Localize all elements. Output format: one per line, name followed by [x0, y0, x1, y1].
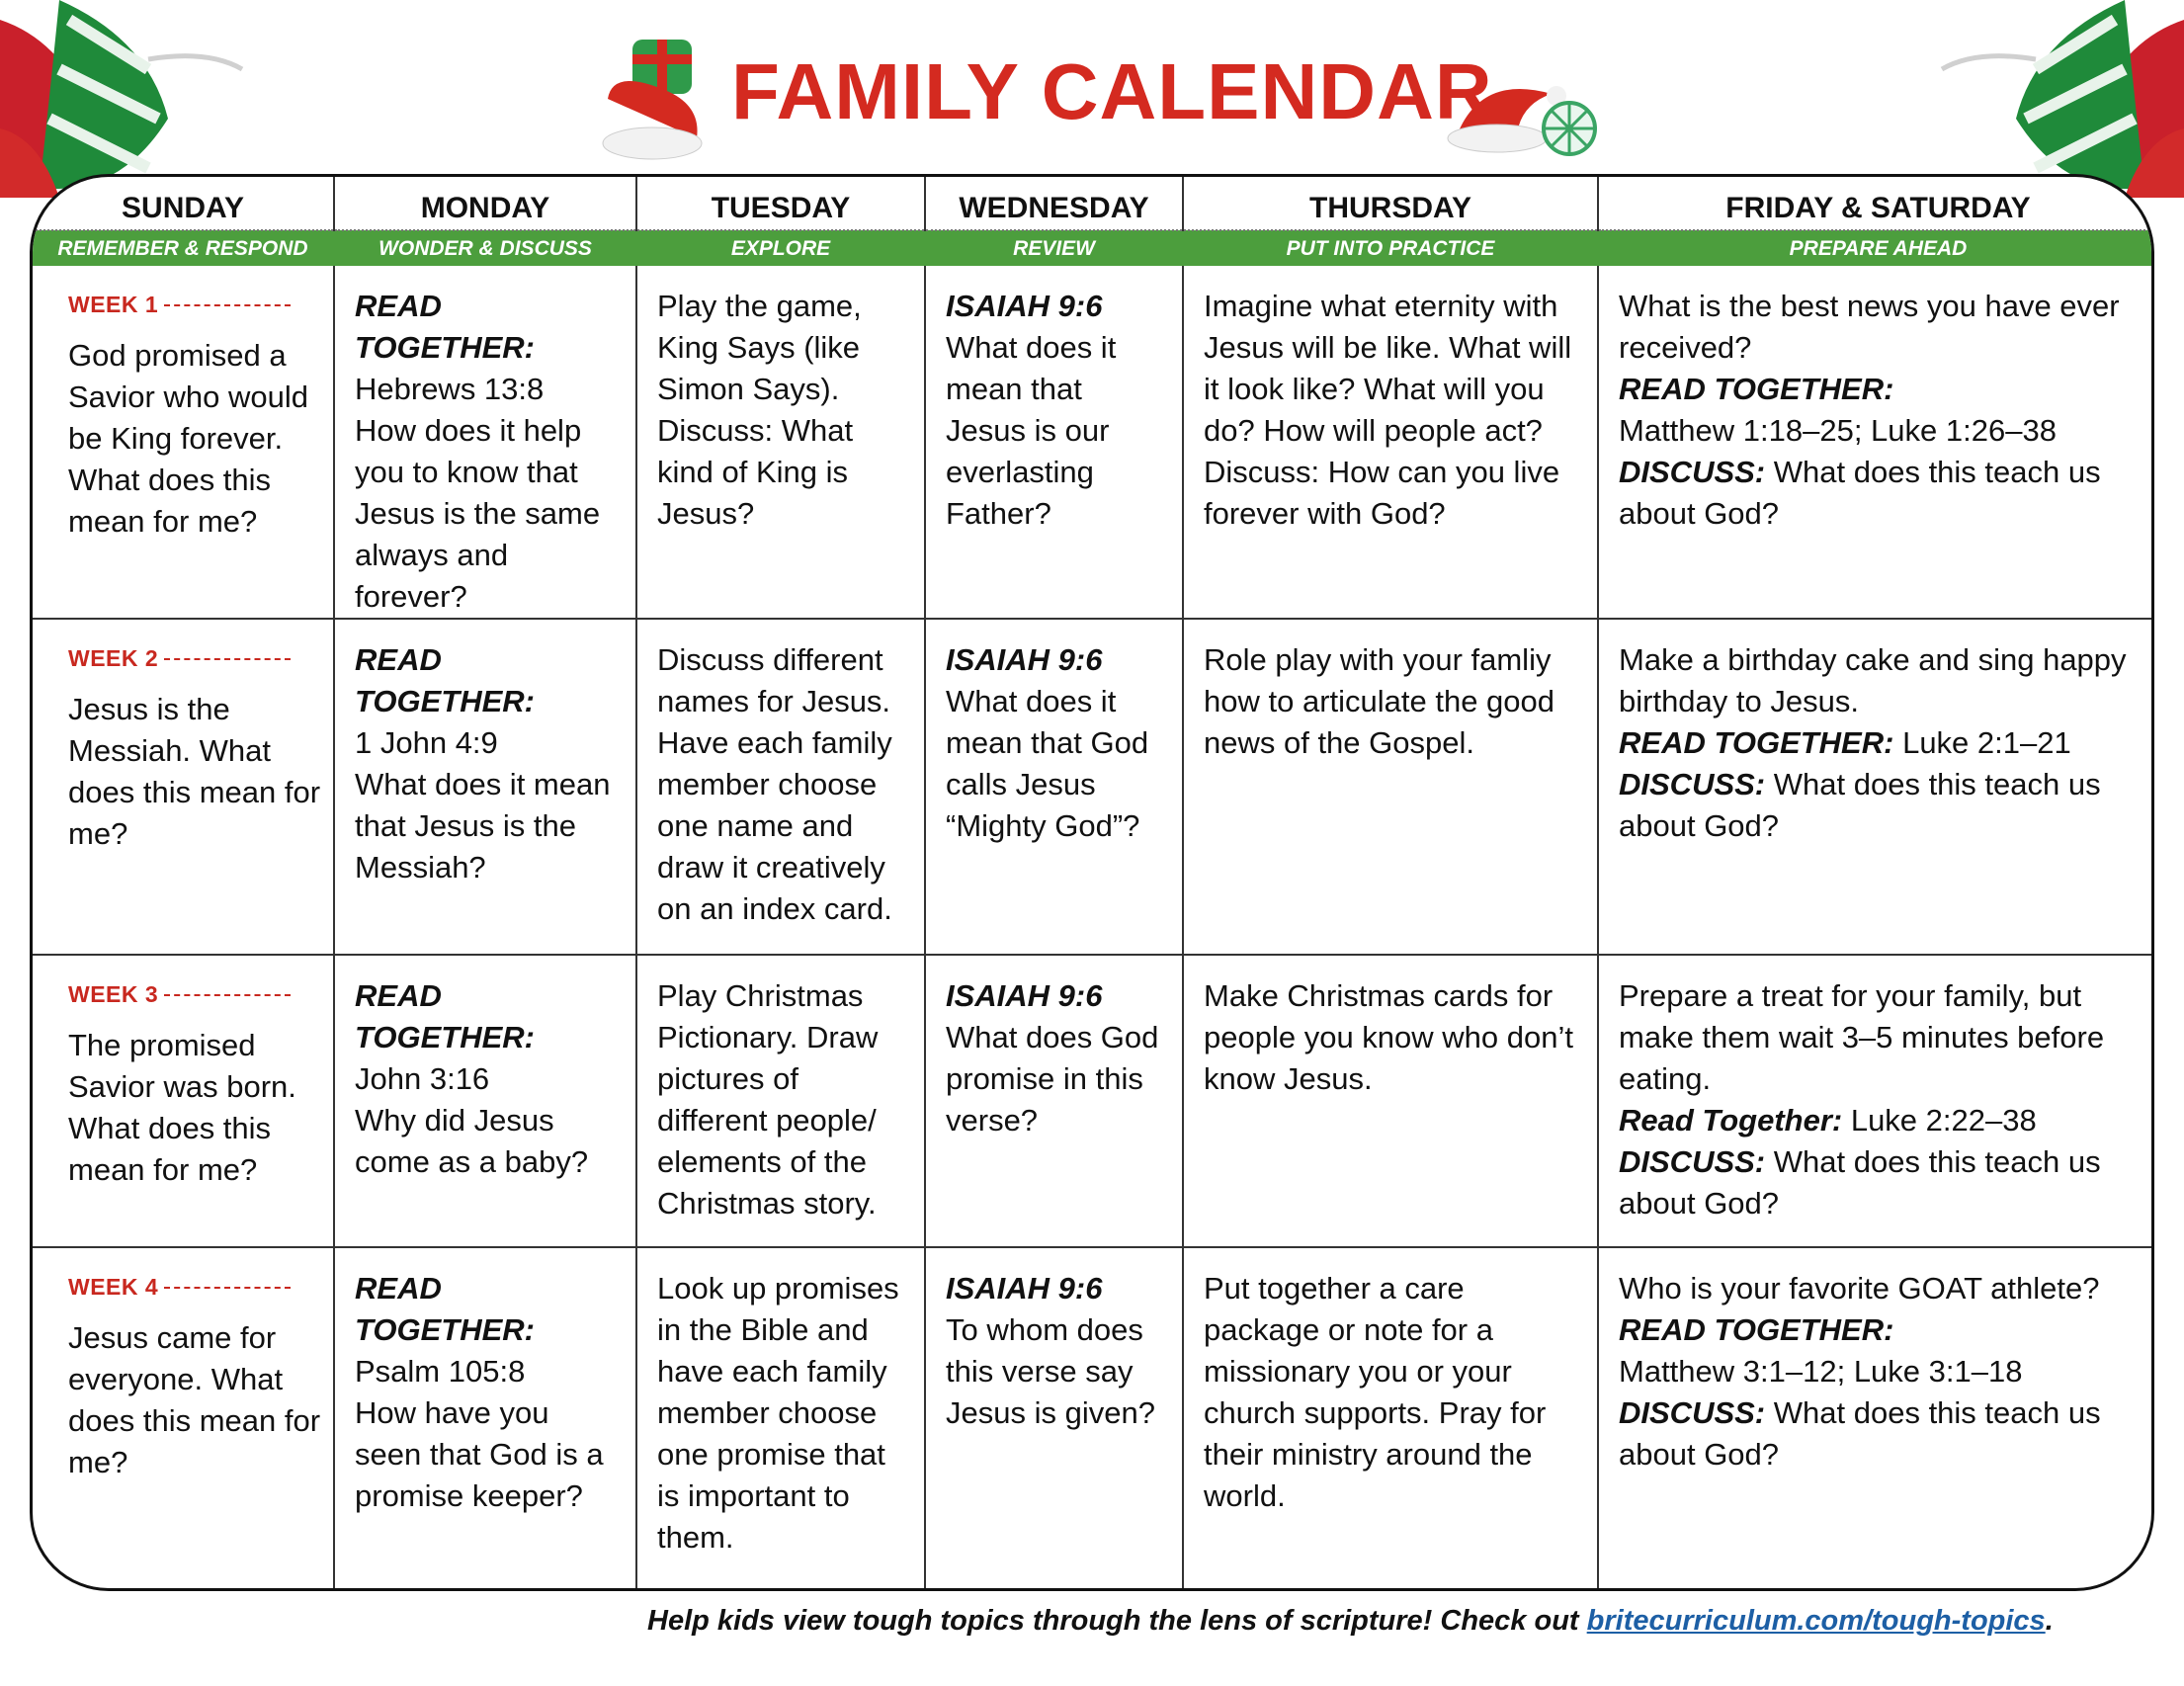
theme-monday: WONDER & DISCUSS	[334, 230, 636, 266]
week-label-dash	[164, 1287, 291, 1289]
tuesday-cell	[636, 1247, 925, 1588]
wednesday-cell	[925, 266, 1183, 619]
scripture-reference: Psalm 105:8	[355, 1354, 526, 1389]
read-together-label: READ TOGETHER:	[1619, 372, 1894, 406]
week-label: WEEK 3	[68, 981, 159, 1007]
wednesday-cell	[925, 955, 1183, 1247]
discuss-question: What does this teach us about God?	[1619, 455, 2101, 531]
week-label-dash	[164, 658, 291, 660]
read-together-label: READ TOGETHER:	[1619, 1312, 1894, 1347]
wednesday-question: What does it mean that Jesus is our everlasting Father?	[946, 330, 1117, 531]
scripture-reference: Matthew 3:1–12; Luke 3:1–18	[1619, 1354, 2023, 1389]
discuss-question: What does this teach us about God?	[1619, 1144, 2101, 1221]
monday-cell	[334, 955, 636, 1247]
discuss-label: DISCUSS:	[1619, 1144, 1766, 1179]
verse-label: ISAIAH 9:6	[946, 978, 1103, 1013]
santa-hat-gift-icon	[593, 30, 721, 168]
discuss-question: What does this teach us about God?	[1619, 1395, 2101, 1472]
week-label: WEEK 2	[68, 645, 159, 671]
friday-saturday-cell	[1598, 955, 2154, 1247]
family-calendar	[30, 174, 2154, 1591]
thursday-activity: Make Christmas cards for people you know who don’t know Jesus.	[1204, 978, 1573, 1096]
footer-text: Help kids view tough topics through the lens of scripture! Check out	[647, 1605, 1587, 1637]
monday-question: Why did Jesus come as a baby?	[355, 1103, 589, 1179]
scripture-reference: Hebrews 13:8	[355, 372, 545, 406]
wednesday-question: What does it mean that God calls Jesus “Mighty God”?	[946, 684, 1149, 843]
scripture-reference: Luke 2:22–38	[1850, 1103, 2037, 1138]
week-label: WEEK 4	[68, 1274, 159, 1300]
wednesday-question: To whom does this verse say Jesus is given?	[946, 1312, 1155, 1430]
week-row-2	[33, 619, 2154, 955]
sunday-cell	[33, 619, 334, 955]
theme-tuesday: EXPLORE	[636, 230, 925, 266]
week-label-dash	[164, 994, 291, 996]
thursday-cell	[1183, 619, 1598, 955]
week-row-1	[33, 266, 2154, 619]
theme-thursday: PUT INTO PRACTICE	[1183, 230, 1598, 266]
thursday-activity: Role play with your famliy how to articulate the good news of the Gospel.	[1204, 642, 1555, 760]
read-together-label: READ TOGETHER:	[1619, 725, 1894, 760]
monday-question: How have you seen that God is a promise keeper?	[355, 1395, 604, 1513]
scripture-reference: 1 John 4:9	[355, 725, 498, 760]
page-title: FAMILY CALENDAR	[731, 47, 1493, 135]
discuss-label: DISCUSS:	[1619, 767, 1766, 801]
sunday-cell	[33, 955, 334, 1247]
week-row-4	[33, 1247, 2154, 1588]
scripture-reference: John 3:16	[355, 1061, 490, 1096]
sunday-prompt: Jesus came for everyone. What does this mean for me?	[68, 1320, 321, 1479]
footer-link[interactable]: britecurriculum.com/tough-topics	[1586, 1605, 2046, 1637]
theme-friday-saturday: PREPARE AHEAD	[1598, 230, 2154, 266]
week-label-dash	[164, 304, 291, 306]
week-label: WEEK 1	[68, 292, 159, 317]
friday-saturday-cell	[1598, 266, 2154, 619]
tuesday-cell	[636, 955, 925, 1247]
read-together-label: READ TOGETHER:	[355, 289, 535, 365]
read-together-label: READ TOGETHER:	[355, 642, 535, 718]
verse-label: ISAIAH 9:6	[946, 1271, 1103, 1306]
tuesday-activity: Play the game, King Says (like Simon Says). Discuss: What kind of King is Jesus?	[657, 289, 862, 531]
wednesday-question: What does God promise in this verse?	[946, 1020, 1159, 1138]
tuesday-cell	[636, 266, 925, 619]
discuss-question: What does this teach us about God?	[1619, 767, 2101, 843]
discuss-label: DISCUSS:	[1619, 455, 1766, 489]
week-row-3	[33, 955, 2154, 1247]
day-header-wednesday: WEDNESDAY	[925, 177, 1183, 230]
sunday-prompt: The promised Savior was born. What does this mean for me?	[68, 1028, 296, 1187]
friday-intro: Make a birthday cake and sing happy birthday to Jesus.	[1619, 642, 2127, 718]
footer-end: .	[2045, 1605, 2054, 1637]
footer-note	[647, 1605, 2054, 1638]
wednesday-cell	[925, 619, 1183, 955]
friday-intro: Prepare a treat for your family, but make them wait 3–5 minutes before eating.	[1619, 978, 2105, 1096]
tuesday-activity: Discuss different names for Jesus. Have each family member choose one name and draw it creatively on an index card.	[657, 642, 892, 926]
monday-question: How does it help you to know that Jesus is the same always and forever?	[355, 413, 601, 614]
friday-saturday-cell	[1598, 619, 2154, 955]
day-header-friday-saturday: FRIDAY & SATURDAY	[1598, 177, 2154, 230]
right-candy-decoration	[1937, 0, 2184, 198]
theme-row	[33, 230, 2154, 266]
friday-saturday-cell	[1598, 1247, 2154, 1588]
monday-cell	[334, 1247, 636, 1588]
thursday-activity: Put together a care package or note for a missionary you or your church supports. Pray for their ministry around the world.	[1204, 1271, 1547, 1513]
sunday-prompt: God promised a Savior who would be King forever. What does this mean for me?	[68, 338, 308, 539]
monday-question: What does it mean that Jesus is the Messiah?	[355, 767, 611, 885]
day-header-sunday: SUNDAY	[33, 177, 334, 230]
read-together-label: READ TOGETHER:	[355, 1271, 535, 1347]
wednesday-cell	[925, 1247, 1183, 1588]
sunday-cell	[33, 266, 334, 619]
verse-label: ISAIAH 9:6	[946, 642, 1103, 677]
day-header-tuesday: TUESDAY	[636, 177, 925, 230]
thursday-cell	[1183, 955, 1598, 1247]
friday-intro: Who is your favorite GOAT athlete?	[1619, 1271, 2100, 1306]
thursday-activity: Imagine what eternity with Jesus will be like. What will it look like? What will you do? How will people act? Discuss: How can you live forever with God?	[1204, 289, 1572, 531]
sunday-cell	[33, 1247, 334, 1588]
scripture-reference: Luke 2:1–21	[1902, 725, 2071, 760]
theme-wednesday: REVIEW	[925, 230, 1183, 266]
discuss-label: DISCUSS:	[1619, 1395, 1766, 1430]
sunday-prompt: Jesus is the Messiah. What does this mean for me?	[68, 692, 321, 851]
read-together-label: Read Together:	[1619, 1103, 1843, 1138]
scripture-reference: Matthew 1:18–25; Luke 1:26–38	[1619, 413, 2057, 448]
tuesday-activity: Look up promises in the Bible and have each family member choose one promise that is important to them.	[657, 1271, 899, 1555]
thursday-cell	[1183, 266, 1598, 619]
tuesday-cell	[636, 619, 925, 955]
left-candy-decoration	[0, 0, 247, 198]
monday-cell	[334, 266, 636, 619]
tuesday-activity: Play Christmas Pictionary. Draw pictures of different people/ elements of the Christmas story.	[657, 978, 879, 1221]
day-header-row	[33, 177, 2154, 230]
calendar-grid	[33, 177, 2154, 1588]
day-header-thursday: THURSDAY	[1183, 177, 1598, 230]
monday-cell	[334, 619, 636, 955]
day-header-monday: MONDAY	[334, 177, 636, 230]
theme-sunday: REMEMBER & RESPOND	[33, 230, 334, 266]
friday-intro: What is the best news you have ever received?	[1619, 289, 2120, 365]
read-together-label: READ TOGETHER:	[355, 978, 535, 1054]
thursday-cell	[1183, 1247, 1598, 1588]
verse-label: ISAIAH 9:6	[946, 289, 1103, 323]
